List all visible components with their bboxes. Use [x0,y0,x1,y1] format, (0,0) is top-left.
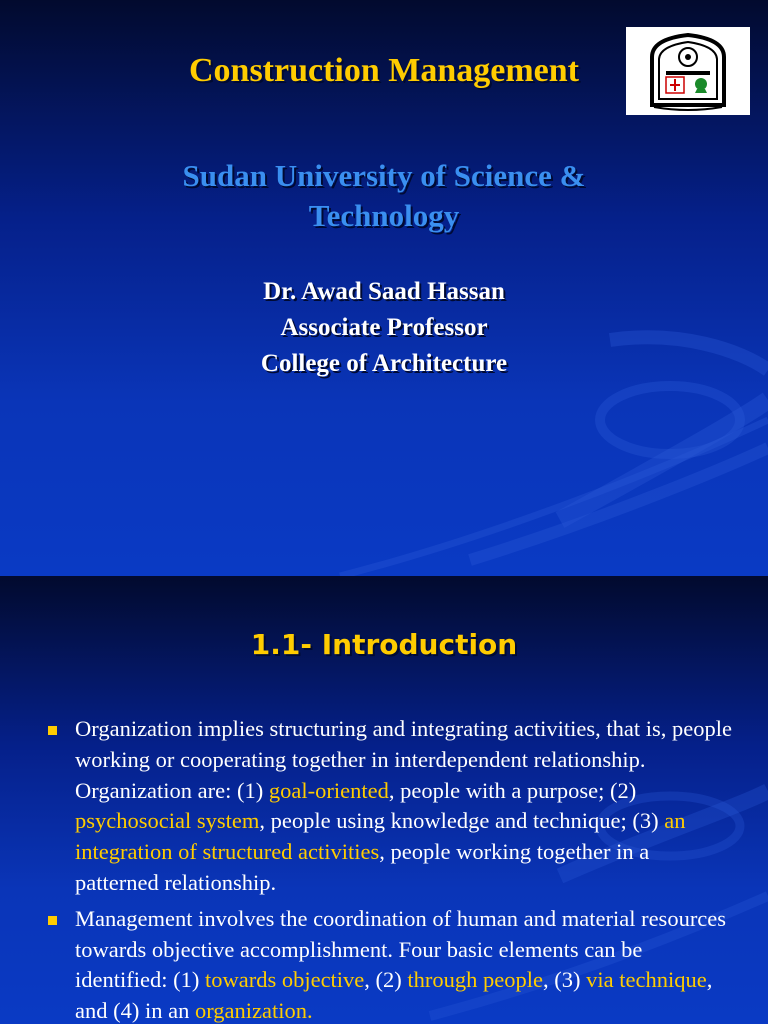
university-line-1: Sudan University of Science & [182,158,586,193]
author-block [0,274,768,382]
highlight-text: goal-oriented [268,777,389,803]
introduction-slide [0,576,768,1024]
presentation-title: Construction Management [188,52,580,89]
bullet-text: , people with a purpose; (2) [388,777,637,803]
bullet-text: , (3) [543,967,587,993]
bullet-text: Organization implies structuring and integrating activities, that is, people working or cooperating together in interdependent relationship. Organization are: (1) [75,716,732,803]
bullet-list [46,714,736,1024]
highlight-text: through people [407,967,544,993]
author-name: Dr. Awad Saad Hassan [263,278,505,305]
author-position: Associate Professor [280,314,488,341]
bullet-text: , people using knowledge and technique; (3) [259,808,665,834]
square-bullet-icon [48,916,57,925]
highlight-text: an integration of structured activities [75,808,686,865]
bullet-text: , people working together in a patterned relationship. [75,839,650,895]
university-line-2: Technology [308,198,460,233]
university-crest-icon [626,27,750,115]
university-name [0,156,768,236]
list-item [46,714,736,899]
list-item [46,904,736,1024]
highlight-text: psychosocial system [75,808,260,834]
highlight-text: organization. [194,998,313,1024]
section-title: 1.1- Introduction [250,628,518,661]
bullet-text: , (2) [364,967,408,993]
university-logo [626,27,750,115]
square-bullet-icon [48,726,57,735]
highlight-text: via technique [586,967,707,993]
author-college: College of Architecture [260,350,508,377]
highlight-text: towards objective [204,967,365,993]
bullet-text: Management involves the coordination of human and material resources towards objective accomplishment. Four basic elements can be identified: (1) [75,905,727,993]
bullet-text: , and (4) in an [75,967,713,1024]
